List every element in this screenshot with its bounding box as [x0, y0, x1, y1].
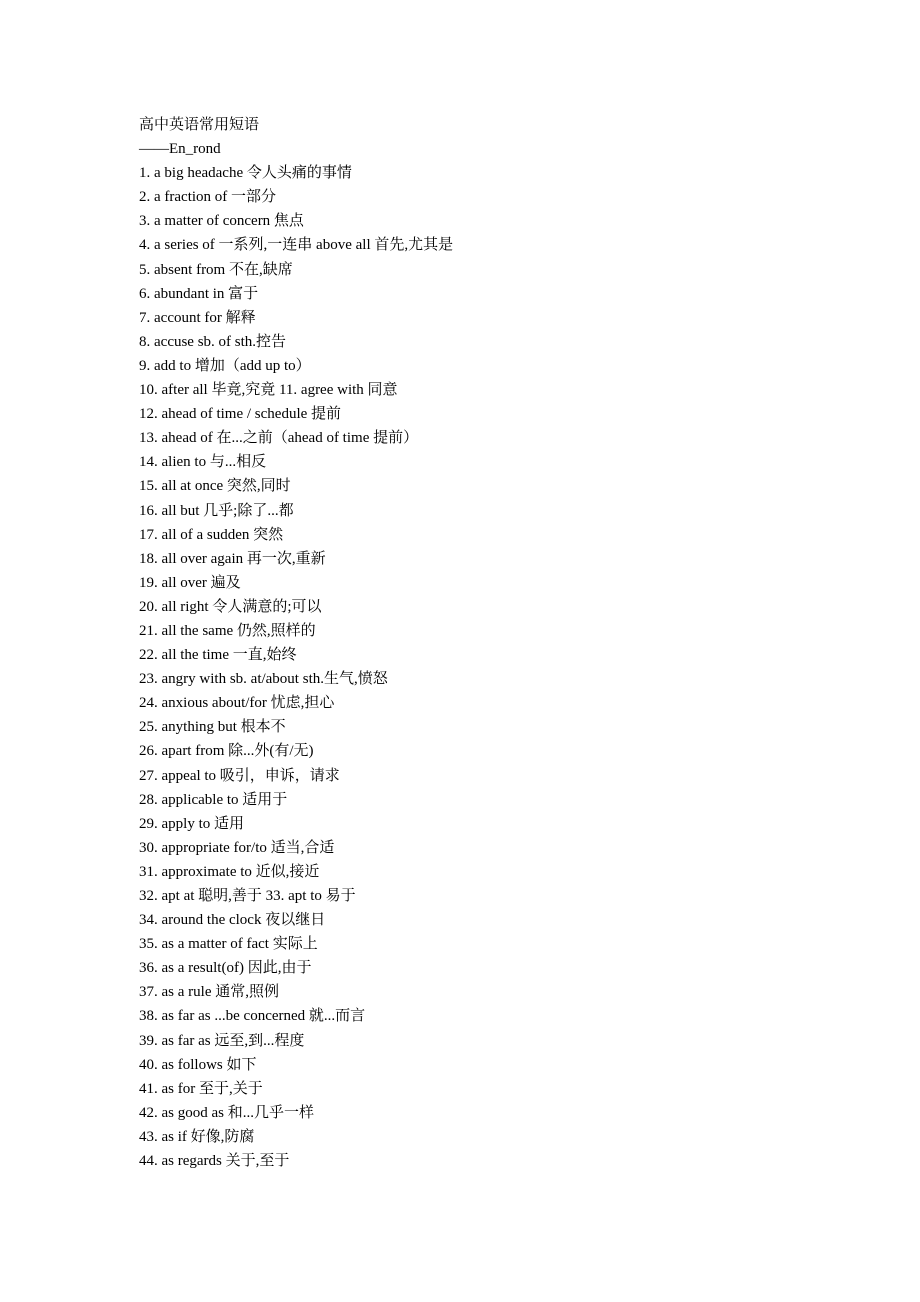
phrase-line: 36. as a result(of) 因此,由于 [139, 960, 312, 977]
phrase-line: 41. as for 至于,关于 [139, 1080, 263, 1097]
phrase-line: 39. as far as 远至,到...程度 [139, 1032, 305, 1049]
phrase-line: 34. around the clock 夜以继日 [139, 912, 326, 929]
phrase-line: 2. a fraction of 一部分 [139, 189, 277, 206]
document-title: 高中英语常用短语 [139, 117, 260, 133]
phrase-line: 43. as if 好像,防腐 [139, 1128, 255, 1145]
phrase-line: 12. ahead of time / schedule 提前 [139, 406, 342, 423]
phrase-line: 44. as regards 关于,至于 [139, 1153, 290, 1170]
phrase-line: 9. add to 增加（add up to） [139, 357, 311, 374]
phrase-line: 13. ahead of 在...之前（ahead of time 提前） [139, 430, 419, 447]
phrase-line: 27. appeal to 吸引，申诉，请求 [139, 767, 340, 784]
phrase-line: 31. approximate to 近似,接近 [139, 863, 320, 880]
phrase-line: 26. apart from 除...外(有/无) [139, 743, 314, 760]
phrase-line: 37. as a rule 通常,照例 [139, 984, 279, 1001]
phrase-line: 21. all the same 仍然,照样的 [139, 622, 316, 639]
document-page [139, 113, 879, 1173]
phrase-line: 1. a big headache 令人头痛的事情 [139, 165, 352, 182]
phrase-line: 18. all over again 再一次,重新 [139, 550, 326, 567]
phrase-line: 30. appropriate for/to 适当,合适 [139, 839, 335, 856]
phrase-line: 10. after all 毕竟,究竟 11. agree with 同意 [139, 382, 398, 399]
phrase-line: 25. anything but 根本不 [139, 719, 286, 736]
phrase-line: 28. applicable to 适用于 [139, 791, 288, 808]
phrase-line: 17. all of a sudden 突然 [139, 526, 284, 543]
phrase-line: 7. account for 解释 [139, 309, 256, 326]
phrase-line: 16. all but 几乎;除了...都 [139, 502, 294, 519]
phrase-line: 4. a series of 一系列,一连串 above all 首先,尤其是 [139, 237, 454, 254]
phrase-line: 19. all over 遍及 [139, 574, 241, 591]
phrase-line: 22. all the time 一直,始终 [139, 647, 297, 664]
phrase-line: 14. alien to 与...相反 [139, 454, 267, 471]
phrase-line: 40. as follows 如下 [139, 1056, 257, 1073]
phrase-line: 20. all right 令人满意的;可以 [139, 598, 322, 615]
phrase-line: 35. as a matter of fact 实际上 [139, 936, 318, 953]
phrase-line: 8. accuse sb. of sth.控告 [139, 333, 287, 350]
phrase-line: 6. abundant in 富于 [139, 285, 259, 302]
phrase-line: 42. as good as 和...几乎一样 [139, 1104, 314, 1121]
phrase-line: 15. all at once 突然,同时 [139, 478, 291, 495]
phrase-line: 32. apt at 聪明,善于 33. apt to 易于 [139, 888, 356, 904]
phrase-line: 5. absent from 不在,缺席 [139, 261, 293, 278]
document-author: ——En_rond [139, 141, 221, 158]
phrase-line: 29. apply to 适用 [139, 815, 244, 832]
phrase-line: 3. a matter of concern 焦点 [139, 213, 304, 230]
phrase-line: 24. anxious about/for 忧虑,担心 [139, 695, 335, 712]
phrase-line: 23. angry with sb. at/about sth.生气,愤怒 [139, 671, 388, 688]
phrase-line: 38. as far as ...be concerned 就...而言 [139, 1008, 366, 1025]
